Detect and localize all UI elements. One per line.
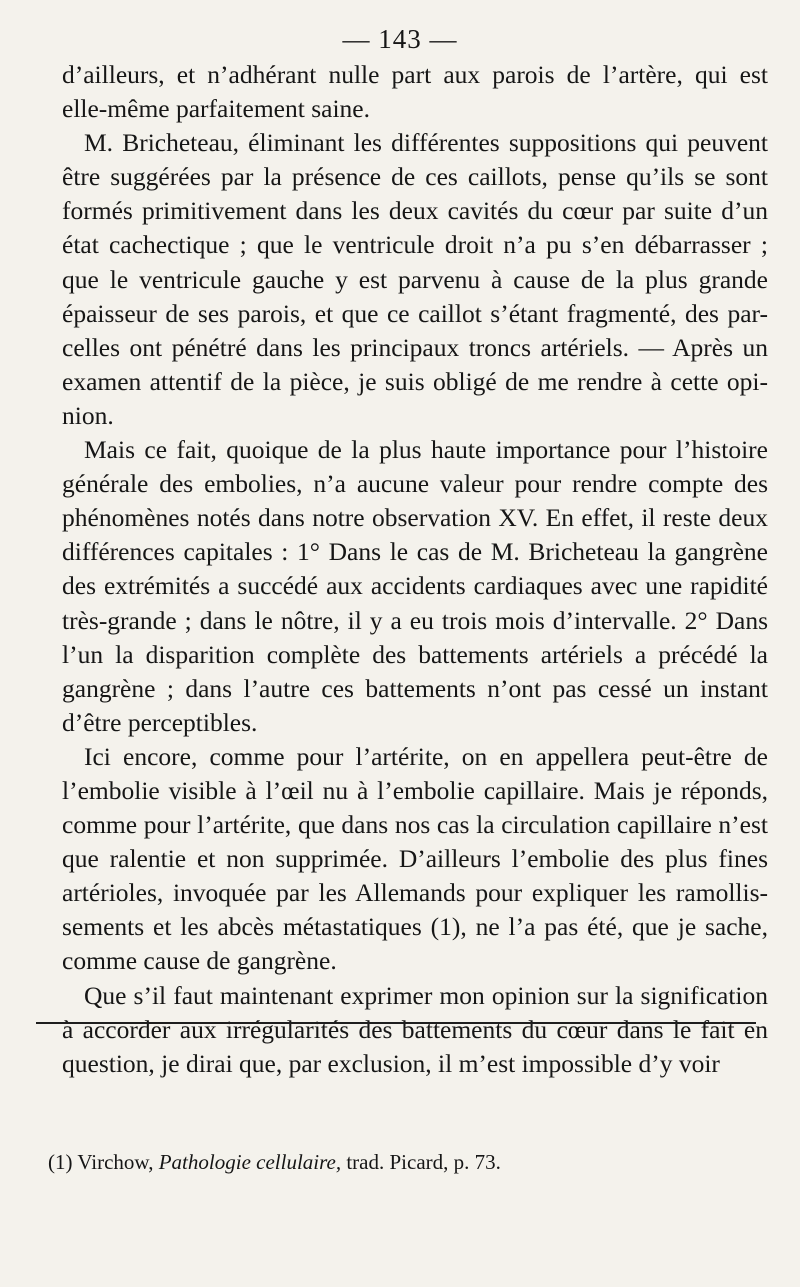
text-line: que ralentie et non supprimée. D’ailleurs l’embolie des plus fines [62,844,768,874]
text-line: être suggérées par la présence de ces caillots, pense qu’ils se sont [62,162,768,192]
footnote-title: Pathologie cellulaire, [158,1150,342,1174]
text-line: elle-même parfaitement saine. [62,94,370,124]
paragraph [62,740,768,979]
page-number: — 143 — [342,24,458,54]
text-line: épaisseur de ses parois, et que ce caillot s’étant fragmenté, des par- [62,298,768,328]
text-line: comme pour l’artérite, que dans nos cas la circulation capillaire n’est [62,810,768,840]
text-line: gangrène ; dans l’autre ces battements n’ont pas cessé un instant [62,673,768,703]
text-line: différences capitales : 1° Dans le cas de M. Bricheteau la gangrène [62,537,768,567]
text-line: Que s’il faut maintenant exprimer mon opinion sur la signification [84,980,768,1010]
text-line: générale des embolies, n’a aucune valeur pour rendre compte des [62,469,768,499]
body-text [62,58,768,1081]
paragraph [62,58,768,126]
text-line: d’être perceptibles. [62,707,258,737]
text-line: Mais ce fait, quoique de la plus haute importance pour l’histoire [84,435,768,465]
text-line: état cachectique ; que le ventricule droit n’a pu s’en débarrasser ; [62,230,768,260]
text-line: l’un la disparition complète des battements artériels a précédé la [62,639,768,669]
text-line: formés primitivement dans les deux cavités du cœur par suite d’un [62,196,768,226]
text-line: des extrémités a succédé aux accidents cardiaques avec une rapidité [62,571,768,601]
text-line: à accorder aux irrégularités des battements du cœur dans le fait en [62,1014,768,1044]
footnote-author: Virchow, [77,1150,154,1174]
text-line: Ici encore, comme pour l’artérite, on en appellera peut-être de [84,741,768,771]
text-line: très-grande ; dans le nôtre, il y a eu trois mois d’intervalle. 2° Dans [62,605,768,635]
text-line: M. Bricheteau, éliminant les différentes suppositions qui peuvent [84,128,768,158]
footnote [48,1150,501,1175]
text-line: examen attentif de la pièce, je suis obligé de me rendre à cette opi- [62,366,768,396]
footnote-marker: (1) [48,1150,73,1174]
text-line: l’embolie visible à l’œil nu à l’embolie capillaire. Mais je réponds, [62,775,768,805]
paragraph [62,433,768,740]
paragraph [62,126,768,433]
text-line: celles ont pénétré dans les principaux troncs artériels. — Après un [62,332,768,362]
paragraph [62,979,768,1081]
text-line: question, je dirai que, par exclusion, il m’est impossible d’y voir [62,1048,720,1078]
text-line: artérioles, invoquée par les Allemands pour expliquer les ramollis- [62,878,768,908]
footnote-rest: trad. Picard, p. 73. [346,1150,501,1174]
text-line: phénomènes notés dans notre observation XV. En effet, il reste deux [62,503,768,533]
text-line: sements et les abcès métastatiques (1), ne l’a pas été, que je sache, [62,912,768,942]
text-line: nion. [62,400,114,430]
footnote-separator [36,1022,756,1024]
text-line: comme cause de gangrène. [62,946,337,976]
text-line: d’ailleurs, et n’adhérant nulle part aux parois de l’artère, qui est [62,60,768,89]
text-line: que le ventricule gauche y est parvenu à cause de la plus grande [62,264,768,294]
